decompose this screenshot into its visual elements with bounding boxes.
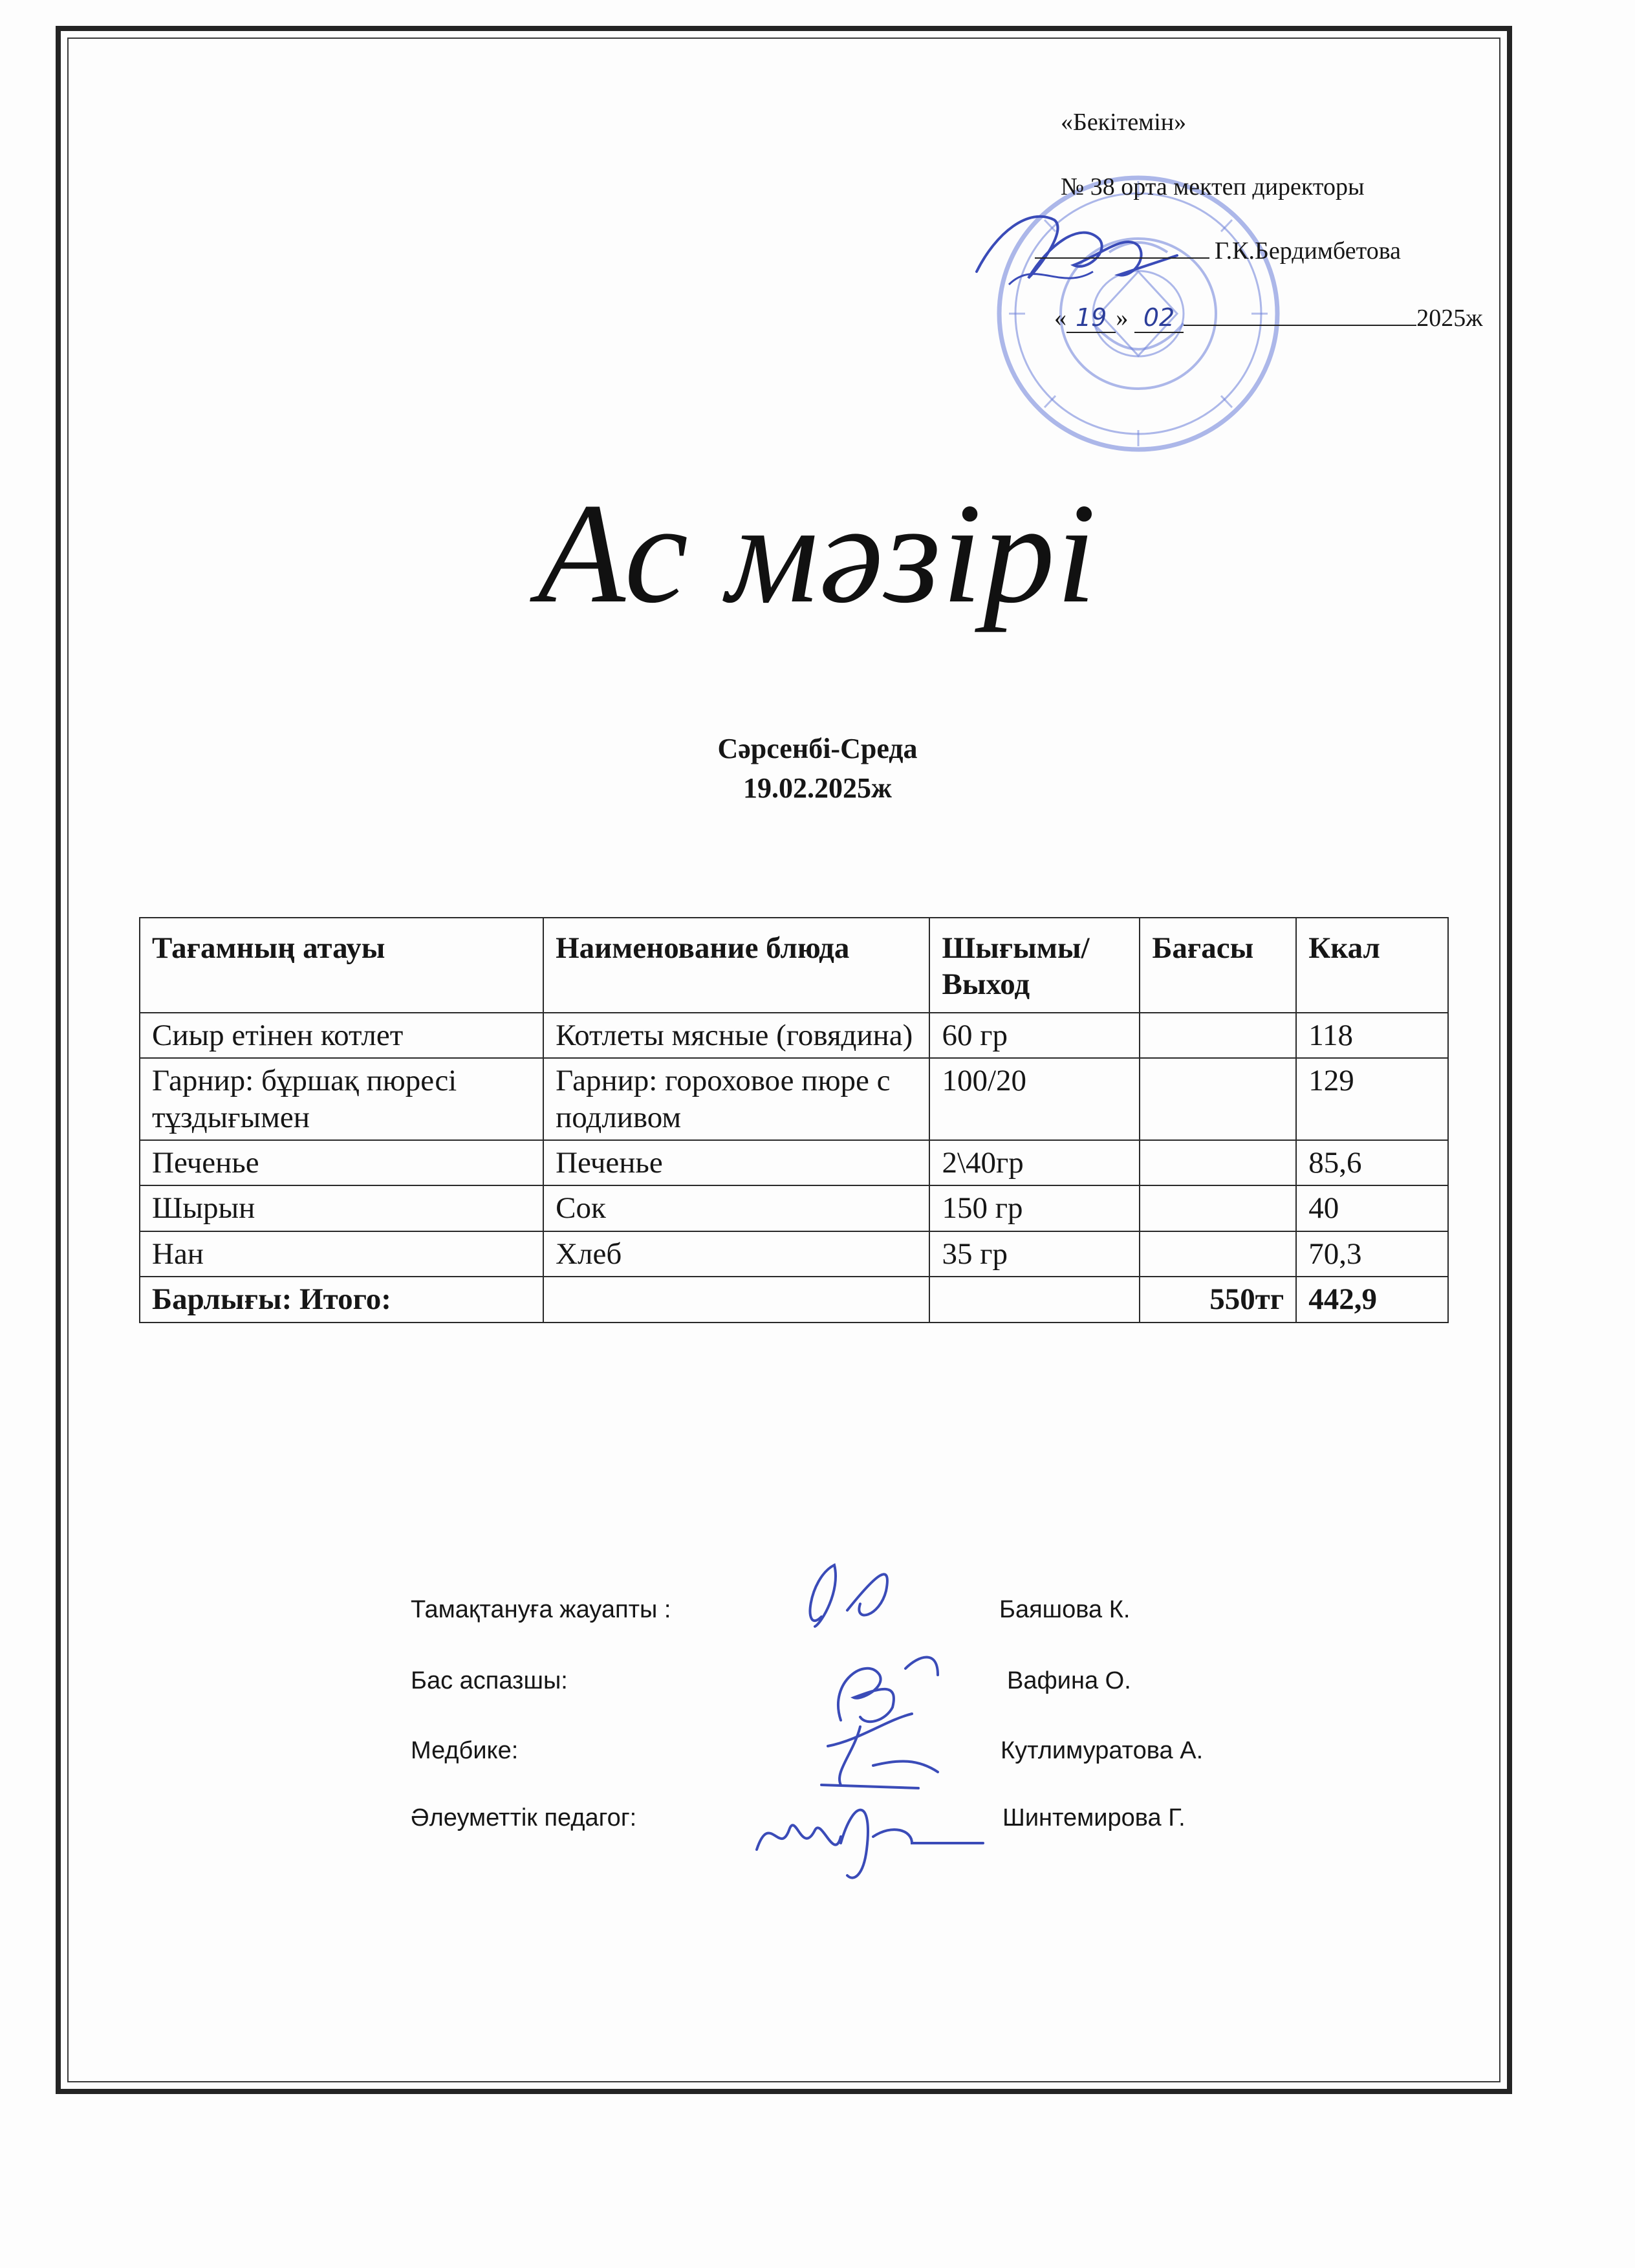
total-empty-cell	[543, 1277, 929, 1322]
table-row	[140, 1013, 1448, 1058]
cell-dish-kz: Шырын	[140, 1185, 543, 1231]
document-title: Ас мәзірі	[537, 474, 1098, 633]
signatory-role: Әлеуметтік педагог:	[411, 1804, 637, 1831]
table-header-row	[140, 918, 1448, 1013]
cell-kcal: 85,6	[1296, 1140, 1448, 1185]
cell-dish-ru: Хлеб	[543, 1231, 929, 1277]
cell-kcal: 129	[1296, 1058, 1448, 1140]
cell-dish-kz: Гарнир: бұршақ пюресі тұздығымен	[140, 1058, 543, 1140]
cell-dish-ru: Гарнир: гороховое пюре с подливом	[543, 1058, 929, 1140]
cell-yield: 35 гр	[929, 1231, 1140, 1277]
cell-price	[1140, 1231, 1296, 1277]
header-price: Бағасы	[1140, 918, 1296, 1013]
cell-price	[1140, 1013, 1296, 1058]
approval-date-line	[1054, 305, 1482, 330]
header-dish-kz: Тағамның атауы	[140, 918, 543, 1013]
approval-position: № 38 орта мектеп директоры	[1061, 173, 1365, 200]
document-day: Сәрсенбі-Среда	[717, 733, 918, 764]
cell-dish-ru: Печенье	[543, 1140, 929, 1185]
signatory-name: Вафина О.	[1007, 1667, 1131, 1694]
date-underline	[1184, 305, 1416, 326]
cell-yield: 60 гр	[929, 1013, 1140, 1058]
cell-kcal: 40	[1296, 1185, 1448, 1231]
cell-price	[1140, 1140, 1296, 1185]
table-total-row	[140, 1277, 1448, 1322]
header-dish-ru: Наименование блюда	[543, 918, 929, 1013]
date-open-quote: «	[1054, 305, 1067, 332]
total-kcal: 442,9	[1296, 1277, 1448, 1322]
date-year: 2025ж	[1416, 305, 1483, 332]
header-kcal: Ккал	[1296, 918, 1448, 1013]
cell-dish-kz: Печенье	[140, 1140, 543, 1185]
cell-dish-kz: Нан	[140, 1231, 543, 1277]
table-row	[140, 1231, 1448, 1277]
signatory-name: Шинтемирова Г.	[1002, 1804, 1186, 1831]
cell-dish-kz: Сиыр етінен котлет	[140, 1013, 543, 1058]
signatory-name: Кутлимуратова А.	[1001, 1737, 1204, 1764]
document-date: 19.02.2025ж	[743, 772, 892, 804]
table-row	[140, 1185, 1448, 1231]
cell-price	[1140, 1058, 1296, 1140]
cell-yield: 100/20	[929, 1058, 1140, 1140]
date-day: 19	[1067, 303, 1116, 333]
cell-yield: 150 гр	[929, 1185, 1140, 1231]
cell-dish-ru: Сок	[543, 1185, 929, 1231]
cell-price	[1140, 1185, 1296, 1231]
date-month: 02	[1134, 303, 1184, 333]
menu-table	[139, 917, 1449, 1323]
director-name: Г.К.Бердимбетова	[1215, 237, 1402, 265]
signatory-role: Бас аспазшы:	[411, 1667, 568, 1694]
header-yield: Шығымы/ Выход	[929, 918, 1140, 1013]
signatory-role: Медбике:	[411, 1737, 519, 1764]
signatory-role: Тамақтануға жауапты :	[411, 1596, 671, 1623]
table-row	[140, 1058, 1448, 1140]
cell-kcal: 70,3	[1296, 1231, 1448, 1277]
signature-underline	[1035, 238, 1209, 259]
table-row	[140, 1140, 1448, 1185]
cell-yield: 2\40гр	[929, 1140, 1140, 1185]
signatory-name: Баяшова К.	[999, 1596, 1131, 1623]
approval-director-line	[1035, 238, 1401, 263]
total-empty-cell	[929, 1277, 1140, 1322]
cell-kcal: 118	[1296, 1013, 1448, 1058]
staff-signatures	[744, 1552, 990, 1888]
cell-dish-ru: Котлеты мясные (говядина)	[543, 1013, 929, 1058]
total-price: 550тг	[1140, 1277, 1296, 1322]
date-close-quote: »	[1116, 305, 1129, 332]
approval-title: «Бекітемін»	[1061, 109, 1187, 136]
total-label: Барлығы: Итого:	[140, 1277, 543, 1322]
